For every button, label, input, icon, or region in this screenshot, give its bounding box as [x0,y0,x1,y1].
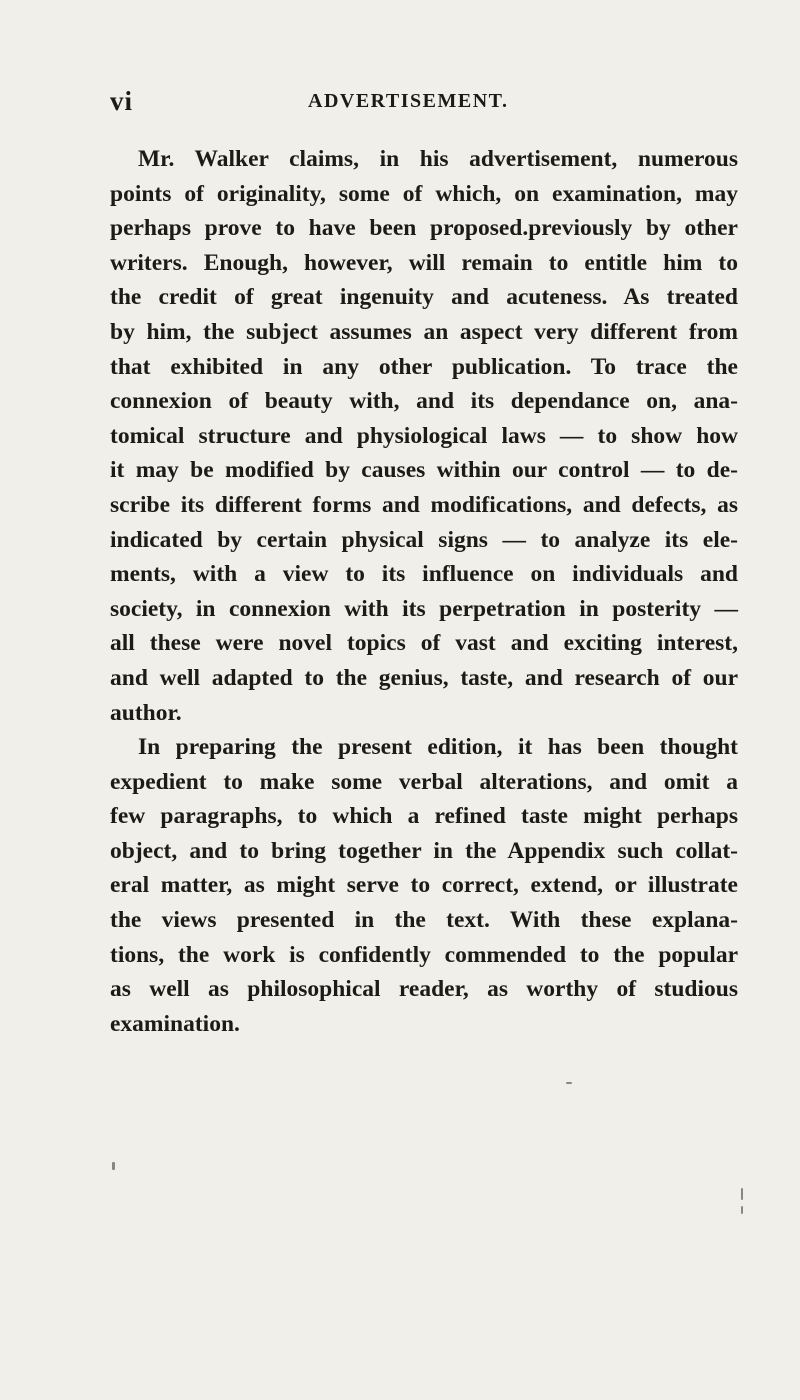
paragraph-2 [110,730,738,1041]
paragraph-1 [110,142,738,730]
text-line: the credit of great ingenuity and acuteness. As treated [110,284,738,311]
text-line: the views presented in the text. With these explana- [110,907,738,934]
text-line: perhaps prove to have been proposed.previously by other [110,215,738,242]
text-line: as well as philosophical reader, as worthy of studious [110,976,738,1003]
text-line: writers. Enough, however, will remain to entitle him to [110,249,738,276]
text-line: tomical structure and physiological laws — to show how [110,422,738,449]
text-line: object, and to bring together in the Appendix such collat- [110,837,738,864]
text-line: author. [110,699,182,726]
print-speck [741,1188,743,1200]
text-line: it may be modified by causes within our control — to de- [110,457,738,484]
running-head: ADVERTISEMENT. [308,90,509,112]
page-header [110,86,730,120]
print-speck [112,1162,115,1170]
page-number: vi [110,86,134,116]
print-speck [741,1206,743,1214]
text-line: examination. [110,1010,240,1037]
text-line: indicated by certain physical signs — to analyze its ele- [110,526,738,553]
text-line: eral matter, as might serve to correct, extend, or illustrate [110,872,738,899]
text-line: points of originality, some of which, on examination, may [110,180,738,207]
text-line: scribe its different forms and modifications, and defects, as [110,491,738,518]
text-line: connexion of beauty with, and its dependance on, ana- [110,388,738,415]
text-line: ments, with a view to its influence on individuals and [110,561,738,588]
body-text [110,142,738,1041]
text-line: all these were novel topics of vast and exciting interest, [110,630,738,657]
text-line: expedient to make some verbal alterations, and omit a [110,768,738,795]
print-speck [566,1082,572,1084]
text-line: Mr. Walker claims, in his advertisement, numerous [138,146,738,172]
text-line: society, in connexion with its perpetration in posterity — [110,595,738,622]
text-line: tions, the work is confidently commended to the popular [110,941,738,968]
text-line: and well adapted to the genius, taste, and research of our [110,664,738,691]
text-line: In preparing the present edition, it has been thought [138,734,738,761]
text-line: that exhibited in any other publication. To trace the [110,353,738,380]
text-line: few paragraphs, to which a refined taste might perhaps [110,803,738,830]
text-line: by him, the subject assumes an aspect very different from [110,318,738,345]
